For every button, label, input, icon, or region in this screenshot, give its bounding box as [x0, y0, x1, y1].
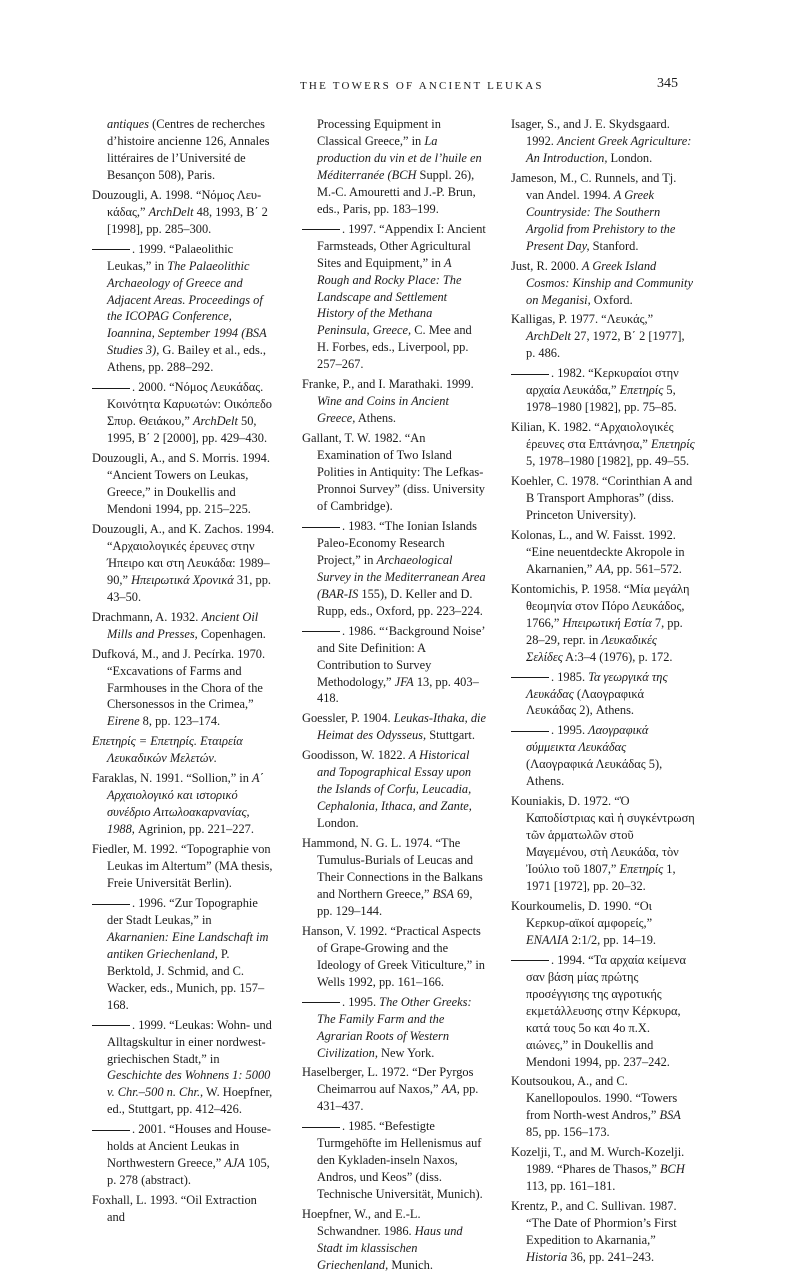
bibliography-entry [302, 1118, 486, 1203]
entry-italic-text: AA, [595, 561, 614, 576]
entry-italic-text: Ηπειρωτική Εστία [562, 615, 652, 630]
entry-italic-text: Ηπειρωτικά Χρονικά [131, 572, 234, 587]
repeated-author-dash [302, 631, 340, 632]
bibliography-entry [92, 1192, 276, 1226]
entry-italic-text: JFA [394, 674, 414, 689]
entry-italic-text: Επετηρίς [651, 437, 695, 452]
bibliography-entry [302, 994, 486, 1062]
bibliography-entry [511, 473, 695, 524]
entry-italic-text: Ancient Greek Agriculture: An Introduction, [526, 133, 692, 165]
reference-column-3 [511, 116, 695, 1269]
repeated-author-dash [302, 1002, 340, 1003]
entry-text: . 1999. “Palaeolithic Leukas,” in [107, 241, 234, 273]
entry-italic-text: The Palaeolithic Archaeology of Greece and Adjacent Areas. Proceedings of the ICOPAG Conference, Ioannina, September 1994 (BSA Studies 3), [107, 258, 267, 358]
entry-italic-text: The Other Greeks: The Family Farm and the Agrarian Roots of Western Civilization, [317, 994, 472, 1060]
repeated-author-dash [511, 731, 549, 732]
repeated-author-dash [92, 249, 130, 250]
entry-italic-text: A Greek Countryside: The Southern Argolid from Prehistory to the Present Day, [526, 187, 676, 253]
entry-text: . 1995. [551, 723, 589, 738]
entry-text: Kolonas, L., and W. Faisst. 1992. “Eine neuentdeckte Akropole in Akarnanien,” [511, 527, 685, 576]
entry-italic-text: Ancient Oil Mills and Presses, [107, 609, 259, 641]
entry-text: 36, pp. 241–243. [567, 1250, 655, 1264]
entry-text: Kontomichis, P. 1958. “Μία μεγάλη θεομηνία στον Πόρο Λευκάδος, 1766,” [511, 581, 690, 630]
entry-text: pp. 561–572. [613, 561, 682, 576]
repeated-author-dash [92, 388, 130, 389]
bibliography-entry [302, 835, 486, 920]
entry-text: P. Berktold, J. Schmid, and C. Wacker, eds., Munich, pp. 157–168. [107, 946, 265, 1012]
repeated-author-dash [511, 677, 549, 678]
entry-italic-text: La production du vin et de l’huile en Méditerranée (BCH [317, 133, 482, 182]
entry-text: Oxford. [590, 292, 633, 307]
bibliography-entry [302, 116, 486, 218]
entry-text: Dufková, M., and J. Pecírka. 1970. “Excavations of Farms and Farmhouses in the Chora of the Chersonessos in the Crimea,” [92, 646, 266, 712]
entry-text: 2:1/2, pp. 14–19. [568, 932, 657, 947]
bibliography-entry [92, 241, 276, 377]
bibliography-entry [302, 430, 486, 515]
bibliography-entry [511, 581, 695, 666]
entry-text: Koutsoukou, A., and C. Kanellopoulos. 1990. “Towers from North-west Andros,” [511, 1074, 678, 1123]
entry-text: . 1986. “‘Background Noise’ and Site Definition: A Contribution to Survey Methodology,” [317, 623, 485, 689]
bibliography-entry [92, 609, 276, 643]
repeated-author-dash [302, 527, 340, 528]
bibliography-entry [92, 733, 276, 767]
entry-text: . 1997. “Appendix I: Ancient Farmsteads, Other Agricultural Sites and Equipment,” in [317, 221, 486, 270]
entry-text: . 2000. “Νόμος Λευκάδας. Κοινότητα Καρυωτών: Οικόπεδο Σπυρ. Θειάκου,” [107, 380, 272, 429]
entry-text: . 1985. “Befestigte Turmgehöfte im Hellenismus auf den Kykladen-inseln Naxos, Andros, und Keos” (diss. Technische Universität, Munich). [317, 1119, 483, 1202]
bibliography-entry [92, 116, 276, 184]
entry-text: Just, R. 2000. [511, 258, 582, 273]
repeated-author-dash [511, 960, 549, 961]
entry-text: Franke, P., and I. Marathaki. 1999. [302, 377, 474, 392]
entry-text: (Centres de recherches d’histoire ancienne 126, Annales littéraires de l’Université de Besançon 508), Paris. [107, 117, 270, 182]
entry-text: Gallant, T. W. 1982. “An Examination of Two Island Polities in Antiquity: The Lefkas-Pronnoi Survey” (diss. University of Cambridge). [302, 431, 485, 513]
entry-text: 105, p. 278 (abstract). [107, 1156, 270, 1188]
entry-italic-text: Akarnanien: Eine Landschaft im antiken Griechenland, [107, 929, 269, 961]
entry-text: C. Mee and H. Forbes, eds., Liverpool, pp. 257–267. [317, 323, 472, 372]
entry-text: Koehler, C. 1978. “Corinthian A and B Transport Amphoras” (diss. Princeton University). [511, 474, 693, 522]
entry-text: (Λαογραφικά Λευκάδας 2), Athens. [526, 686, 644, 718]
entry-italic-text: Επετηρίς [619, 862, 664, 877]
entry-text: Kalligas, P. 1977. “Λευκάς,” [511, 312, 654, 327]
entry-text: London. [607, 150, 653, 165]
entry-italic-text: A Historical and Topographical Essay upon the Islands of Corfu, Leucadia, Cephalonia, Ithaca, and Zante, [317, 748, 472, 814]
bibliography-entry [511, 952, 695, 1071]
entry-italic-text: ArchDelt [192, 414, 238, 429]
entry-text: . 1996. “Zur Topographie der Stadt Leukas,” in [107, 895, 258, 927]
bibliography-entry [302, 1064, 486, 1115]
entry-text: Hanson, V. 1992. “Practical Aspects of Grape-Growing and the Ideology of Greek Viticulture,” in Wells 1992, pp. 161–166. [302, 923, 485, 989]
bibliography-entry [302, 376, 486, 427]
entry-text: . 1999. “Leukas: Wohn- und Alltagskultur in einer nordwest-griechischen Stadt,” in [107, 1017, 272, 1066]
bibliography-entry [92, 450, 276, 518]
entry-text: . 1983. “The Ionian Islands Paleo-Economy Research Project,” in [317, 518, 477, 567]
reference-column-2 [302, 116, 486, 1277]
entry-italic-text: Τα γεωργικά της Λευκάδας [526, 669, 668, 701]
entry-text: Douzougli, A. 1998. “Νόμος Λευ-κάδας,” [92, 187, 262, 219]
repeated-author-dash [302, 1127, 340, 1128]
entry-italic-text: Α΄ Αρχαιολογικό και ιστορικό συνέδριο Αιτωλοακαρνανίας, 1988, [107, 771, 264, 837]
entry-italic-text: Επετηρίς [619, 383, 664, 398]
entry-text: 50, 1995, Β΄ 2 [2000], pp. 429–430. [107, 414, 268, 446]
entry-text: New York. [377, 1045, 435, 1060]
entry-italic-text: ΕΝΑΛΙΑ [526, 932, 569, 947]
entry-text: Agrinion, pp. 221–227. [134, 822, 254, 837]
entry-italic-text: Eirene [107, 714, 140, 729]
bibliography-entry [511, 1198, 695, 1266]
entry-text: 5, 1978–1980 [1982], pp. 75–85. [526, 383, 677, 415]
bibliography-entry [511, 116, 695, 167]
bibliography-entry [511, 311, 695, 362]
entry-text: Kilian, K. 1982. “Αρχαιολογικές έρευνες στα Επτάνησα,” [511, 420, 674, 452]
entry-text: W. Hoepfner, ed., Stuttgart, pp. 412–426. [107, 1085, 273, 1117]
entry-italic-text: Haus und Stadt im klassischen Griechenland, [317, 1224, 463, 1272]
entry-text: Faraklas, N. 1991. “Sollion,” in [92, 771, 253, 786]
bibliography-entry [302, 623, 486, 708]
entry-text: Processing Equipment in Classical Greece,” in [317, 117, 441, 148]
bibliography-entry [511, 1144, 695, 1195]
bibliography-entry [92, 187, 276, 238]
bibliography-entry [511, 898, 695, 949]
bibliography-entry [92, 521, 276, 606]
entry-text: pp. 431–437. [317, 1082, 479, 1114]
entry-text: Α:3–4 (1976), p. 172. [562, 649, 673, 664]
bibliography-entry [92, 646, 276, 731]
entry-italic-text: A Greek Island Cosmos: Kinship and Community on Meganisi, [526, 258, 693, 307]
bibliography-entry [302, 710, 486, 744]
bibliography-entry [302, 747, 486, 832]
bibliography-entry [511, 669, 695, 720]
entry-italic-text: Leukas-Ithaka, die Heimat des Odysseus, [317, 711, 486, 743]
entry-italic-text: ArchDelt [148, 204, 194, 219]
entry-text: Isager, S., and J. E. Skydsgaard. 1992. [511, 117, 670, 148]
entry-italic-text: ArchDelt [526, 329, 571, 344]
entry-text: Fiedler, M. 1992. “Topographie von Leukas im Altertum” (MA thesis, Freie Universität Berlin). [92, 842, 273, 890]
entry-italic-text: AA, [441, 1082, 460, 1097]
entry-text: . 1982. “Κερκυραίοι στην αρχαία Λευκάδα,” [526, 366, 679, 398]
repeated-author-dash [92, 1025, 130, 1026]
entry-text: 155), D. Keller and D. Rupp, eds., Oxford, pp. 223–224. [317, 586, 483, 618]
bibliography-entry [92, 841, 276, 892]
repeated-author-dash [511, 374, 549, 375]
entry-italic-text: BSA [659, 1108, 681, 1123]
entry-text: Hammond, N. G. L. 1974. “The Tumulus-Burials of Leucas and Their Connections in the Balkans and Northern Greece,” [302, 836, 483, 901]
entry-text: 31, pp. 43–50. [107, 572, 271, 604]
bibliography-entry [511, 793, 695, 895]
entry-text: 27, 1972, Β΄ 2 [1977], p. 486. [526, 329, 685, 361]
entry-text: Drachmann, A. 1932. [92, 609, 202, 624]
entry-text: 5, 1978–1980 [1982], pp. 49–55. [526, 454, 690, 469]
bibliography-entry [511, 419, 695, 470]
entry-text: 69, pp. 129–144. [317, 886, 473, 918]
entry-text: Goodisson, W. 1822. [302, 748, 409, 763]
entry-text: 8, pp. 123–174. [139, 714, 221, 729]
entry-text: . 2001. “Houses and House-holds at Ancient Leukas in Northwestern Greece,” [107, 1122, 272, 1171]
entry-text: Kourkoumelis, D. 1990. “Οι Κερκυρ-αϊκοί αμφορείς,” [511, 898, 653, 930]
entry-italic-text: BCH [659, 1162, 685, 1177]
bibliography-entry [511, 722, 695, 790]
entry-text: . 1995. [342, 994, 380, 1009]
bibliography-entry [511, 527, 695, 578]
bibliography-entry [511, 258, 695, 309]
entry-text: Kozelji, T., and M. Wurch-Kozelji. 1989. “Phares de Thasos,” [511, 1145, 685, 1177]
entry-text: Krentz, P., and C. Sullivan. 1987. “The Date of Phormion’s First Expedition to Akarnania,” [511, 1199, 677, 1248]
entry-italic-text: Λευκαδικές Σελίδες [526, 632, 657, 664]
bibliography-entry [302, 221, 486, 374]
entry-italic-text: Historia [526, 1250, 568, 1264]
entry-text: Stanford. [589, 238, 639, 253]
entry-text: 113, pp. 161–181. [526, 1179, 616, 1194]
bibliography-entry [92, 1017, 276, 1119]
entry-text: 1, 1971 [1972], pp. 20–32. [526, 862, 676, 893]
entry-italic-text: AJA [224, 1156, 245, 1171]
bibliography-entry [302, 1206, 486, 1274]
bibliography-entry [511, 170, 695, 255]
entry-text: 7, pp. 28–29, repr. in [526, 615, 683, 647]
bibliography-entry [302, 923, 486, 991]
entry-text: 85, pp. 156–173. [526, 1125, 610, 1140]
running-head: THE TOWERS OF ANCIENT LEUKAS [300, 80, 544, 92]
repeated-author-dash [92, 904, 130, 905]
entry-italic-text: Geschichte des Wohnens 1: 5000 v. Chr.–500 n. Chr., [107, 1068, 271, 1100]
entry-text: Jameson, M., C. Runnels, and Tj. van Andel. 1994. [511, 170, 677, 202]
entry-text: London. [317, 816, 359, 831]
bibliography-entry [511, 365, 695, 416]
entry-text: Hoepfner, W., and E.-L. Schwandner. 1986. [302, 1207, 421, 1239]
entry-text: Suppl. 26), M.-C. Amouretti and J.-P. Brun, eds., Paris, pp. 183–199. [317, 167, 476, 216]
entry-italic-text: Wine and Coins in Ancient Greece, [317, 394, 449, 426]
entry-text: 13, pp. 403–418. [317, 674, 479, 706]
bibliography-entry [92, 895, 276, 1014]
entry-text: Goessler, P. 1904. [302, 711, 394, 726]
entry-italic-text: Λαογραφικά σύμμεικτα Λευκάδας [526, 723, 649, 755]
entry-text: . 1994. “Τα αρχαία κείμενα σαν βάση μίας πρώτης προσέγγισης της αγροτικής εκμετάλλευσης στην Κέρκυρα, κατά τους 5ο και 4ο π.Χ. αιώνες,” in Doukellis and Mendoni 1994, pp. 237–242. [526, 952, 687, 1069]
entry-text: G. Bailey et al., eds., Athens, pp. 288–292. [107, 343, 266, 375]
entry-text: Douzougli, A., and K. Zachos. 1994. “Αρχαιολογικές έρευνες στην Ήπειρο και στη Λευκάδα: 1989–90,” [92, 521, 275, 587]
bibliography-entry [511, 1073, 695, 1141]
entry-italic-text: A Rough and Rocky Place: The Landscape and Settlement History of the Methana Peninsula, Greece, [317, 255, 462, 338]
entry-text: Haselberger, L. 1972. “Der Pyrgos Cheimarrou auf Naxos,” [302, 1065, 474, 1097]
repeated-author-dash [302, 229, 340, 230]
entry-text: Stuttgart. [426, 728, 475, 743]
repeated-author-dash [92, 1130, 130, 1131]
entry-italic-text: BSA [432, 886, 454, 901]
entry-italic-text: Επετηρίς = Επετηρίς. Εταιρεία Λευκαδικών Μελετών. [92, 734, 243, 766]
bibliography-entry [92, 770, 276, 838]
entry-text: Copenhagen. [197, 626, 266, 641]
entry-text: . 1985. [551, 669, 589, 684]
entry-text: (Λαογραφικά Λευκάδας 5), Athens. [526, 757, 663, 789]
entry-text: Kouniakis, D. 1972. “Ὁ Καποδίστριας καὶ ἡ συγκέντρωση τῶν ἁρματωλῶν στοῦ Μαγεμένου, στὴ Λευκάδα, τὸν Ἰούλιο τοῦ 1807,” [511, 794, 695, 877]
entry-text: Foxhall, L. 1993. “Oil Extraction and [92, 1193, 257, 1225]
entry-text: Athens. [355, 411, 397, 426]
bibliography-entry [92, 1121, 276, 1189]
reference-column-1 [92, 116, 276, 1229]
entry-text: 48, 1993, Β΄ 2 [1998], pp. 285–300. [107, 204, 268, 236]
bibliography-entry [92, 379, 276, 447]
page-number: 345 [657, 76, 678, 91]
entry-text: Douzougli, A., and S. Morris. 1994. “Ancient Towers on Leukas, Greece,” in Doukellis and Mendoni 1994, pp. 215–225. [92, 451, 270, 516]
entry-italic-text: antiques [107, 117, 149, 131]
entry-text: Munich. [388, 1257, 433, 1272]
entry-italic-text: Archaeological Survey in the Mediterranean Area (BAR-IS [317, 552, 486, 601]
bibliography-entry [302, 518, 486, 620]
